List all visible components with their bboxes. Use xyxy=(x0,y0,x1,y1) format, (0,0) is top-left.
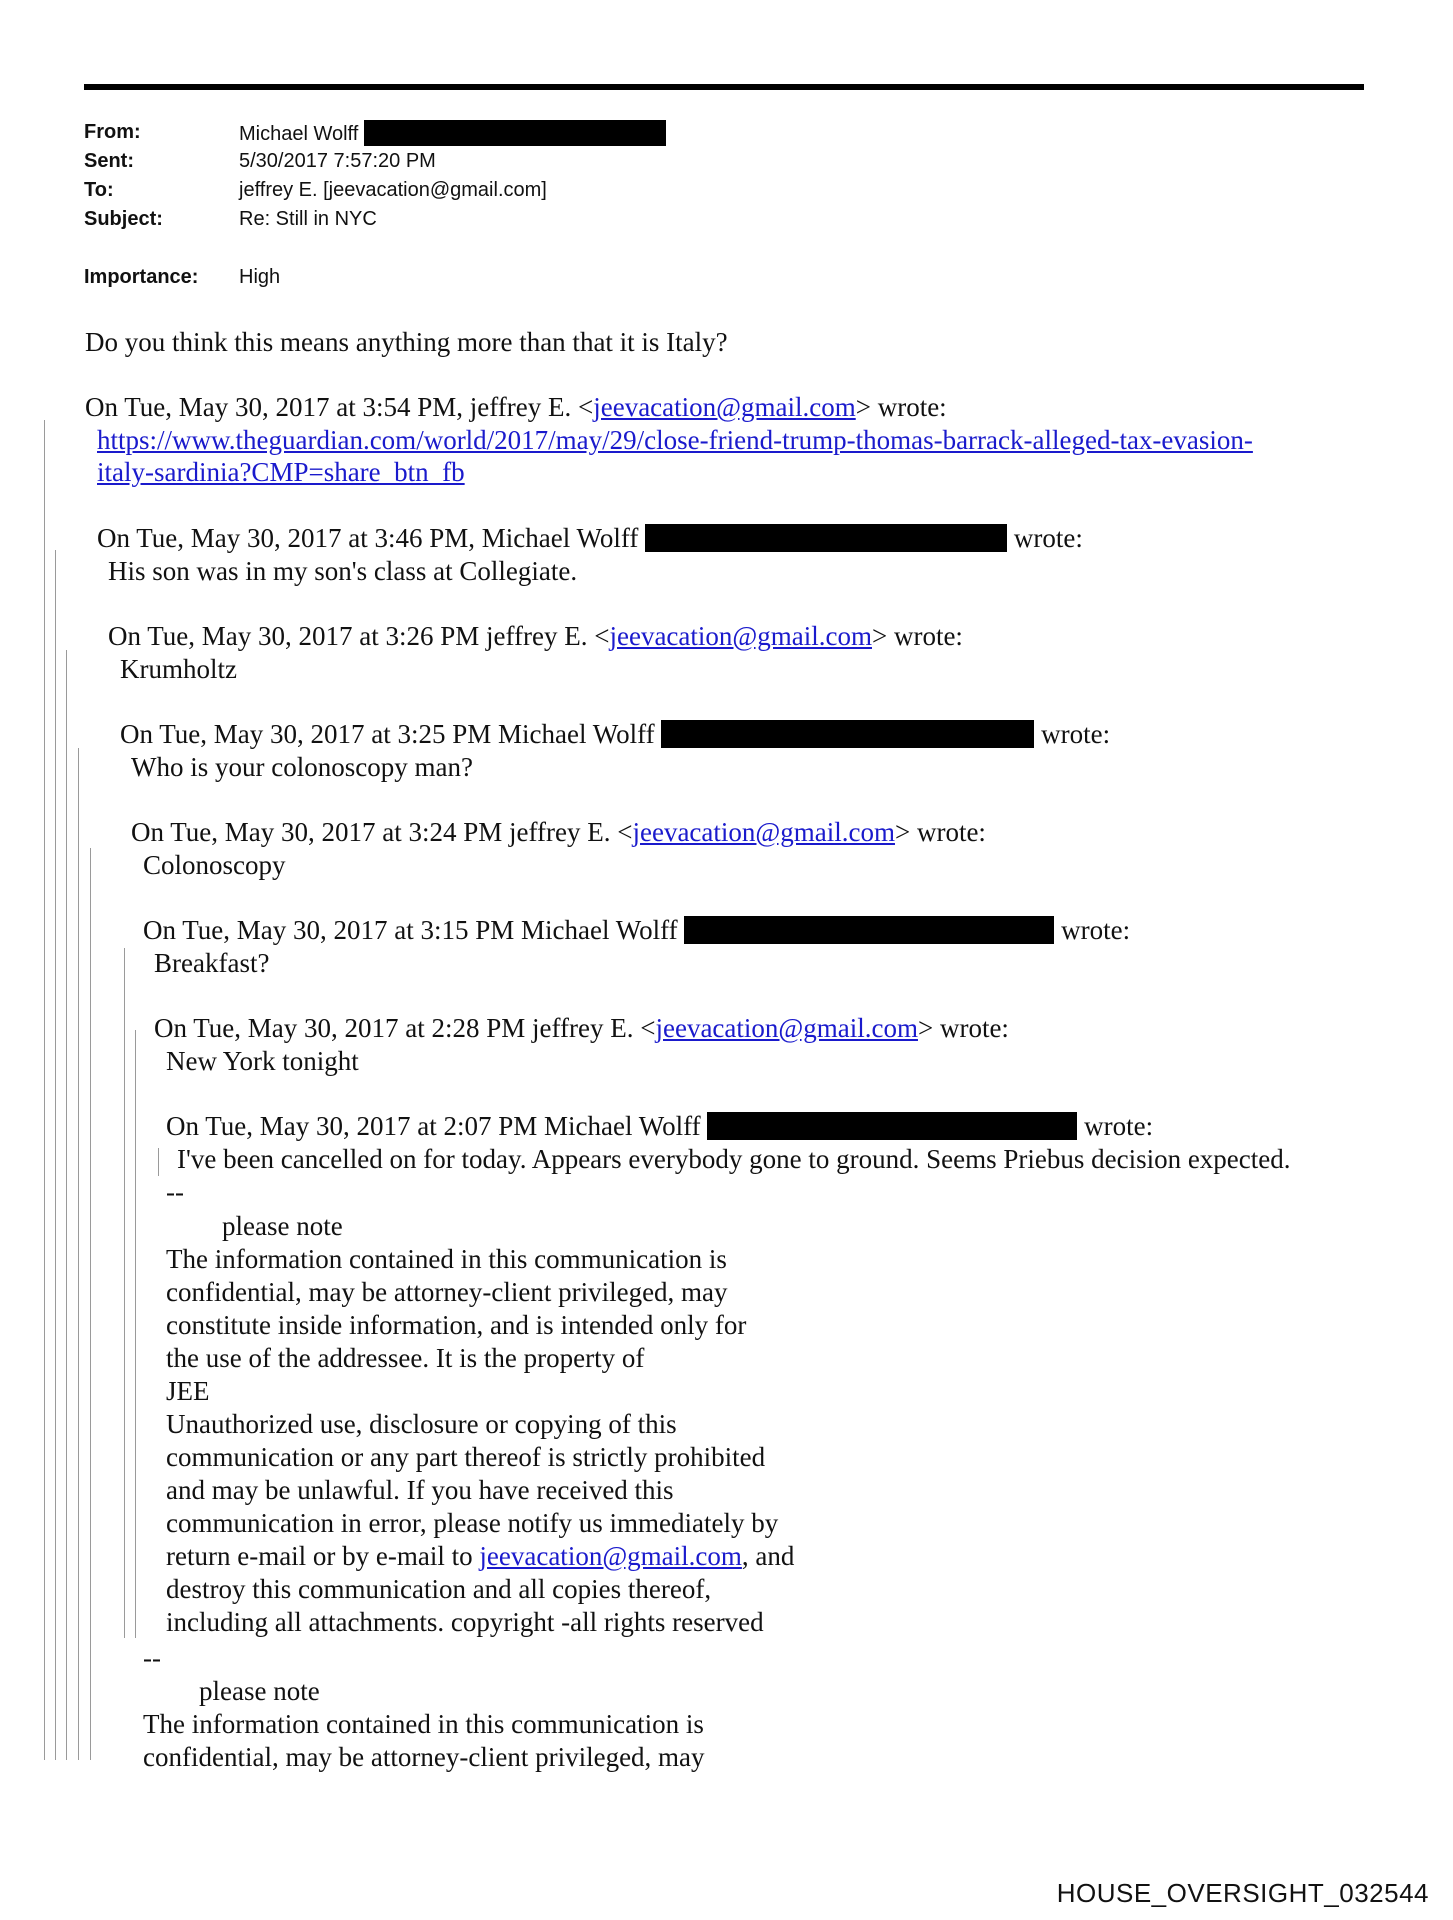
quote-bar-2 xyxy=(55,550,56,1760)
quote-text-5: Colonoscopy xyxy=(143,850,286,880)
article-link-line-1[interactable] xyxy=(97,424,1253,456)
quote-header-6-pre: On Tue, May 30, 2017 at 3:15 PM Michael Wolff xyxy=(143,915,685,945)
sig1-line: and may be unlawful. If you have received this xyxy=(166,1475,674,1505)
quote-header-8 xyxy=(166,1110,1153,1142)
redaction-box xyxy=(684,916,1054,944)
quote-header-4 xyxy=(120,718,1110,750)
sig1-note: please note xyxy=(222,1211,343,1241)
quote-bar-6 xyxy=(124,948,125,1638)
redaction-box xyxy=(661,720,1034,748)
quote-text-8: I've been cancelled on for today. Appears everybody gone to ground. Seems Priebus decision expected. xyxy=(177,1144,1291,1174)
sig1-line-pre: return e-mail or by e-mail to xyxy=(166,1541,480,1571)
sig1-dashes: -- xyxy=(166,1177,184,1207)
redaction-box xyxy=(707,1112,1077,1140)
sig1-line: JEE xyxy=(166,1376,210,1406)
quote-header-1 xyxy=(85,391,947,423)
subject-value: Re: Still in NYC xyxy=(239,208,377,230)
sig1-line: Unauthorized use, disclosure or copying of this xyxy=(166,1409,677,1439)
quote-bar-3 xyxy=(66,650,67,1760)
quote-bar-5 xyxy=(90,848,91,1760)
quote-header-5 xyxy=(131,816,986,848)
quote-header-2-post: wrote: xyxy=(1007,523,1083,553)
quote-header-7-pre: On Tue, May 30, 2017 at 2:28 PM jeffrey E. < xyxy=(154,1013,656,1043)
header-rule xyxy=(84,84,1364,90)
intro-text: Do you think this means anything more than that it is Italy? xyxy=(85,327,728,357)
quote-header-4-post: wrote: xyxy=(1034,719,1111,749)
sig1-line: confidential, may be attorney-client privileged, may xyxy=(166,1277,728,1307)
redaction-box xyxy=(645,524,1007,552)
sig1-line: including all attachments. copyright -all rights reserved xyxy=(166,1607,764,1637)
email-link[interactable]: jeevacation@gmail.com xyxy=(593,392,856,422)
quote-header-8-pre: On Tue, May 30, 2017 at 2:07 PM Michael Wolff xyxy=(166,1111,708,1141)
quote-bar-7 xyxy=(135,1030,136,1638)
bates-number: HOUSE_OVERSIGHT_032544 xyxy=(1056,1878,1429,1908)
quote-header-3-post: > wrote: xyxy=(871,621,963,651)
quote-header-3 xyxy=(108,620,963,652)
quote-text-3: Krumholtz xyxy=(120,654,237,684)
quote-bar-1 xyxy=(44,420,45,1760)
quote-bar-4 xyxy=(78,748,79,1760)
to-value: jeffrey E. [jeevacation@gmail.com] xyxy=(239,179,547,201)
article-link-cont[interactable]: italy-sardinia?CMP=share_btn_fb xyxy=(97,457,465,487)
quote-text-4: Who is your colonoscopy man? xyxy=(131,752,473,782)
sig1-line-post: , and xyxy=(741,1541,795,1571)
quote-header-1-post: > wrote: xyxy=(855,392,947,422)
sig2-note: please note xyxy=(199,1676,320,1706)
email-link[interactable]: jeevacation@gmail.com xyxy=(655,1013,918,1043)
quote-header-8-post: wrote: xyxy=(1077,1111,1154,1141)
sent-value: 5/30/2017 7:57:20 PM xyxy=(239,150,436,172)
sig2-line: confidential, may be attorney-client privileged, may xyxy=(143,1742,705,1772)
quote-header-5-pre: On Tue, May 30, 2017 at 3:24 PM jeffrey E. < xyxy=(131,817,633,847)
from-label: From: xyxy=(84,121,141,143)
sig1-line: constitute inside information, and is intended only for xyxy=(166,1310,747,1340)
quote-header-2 xyxy=(97,522,1083,554)
subject-label: Subject: xyxy=(84,208,163,230)
sig1-line: The information contained in this communication is xyxy=(166,1244,727,1274)
quote-header-6 xyxy=(143,914,1130,946)
from-value xyxy=(239,120,666,146)
quote-text-6: Breakfast? xyxy=(154,948,270,978)
quote-header-1-pre: On Tue, May 30, 2017 at 3:54 PM, jeffrey E. < xyxy=(85,392,594,422)
sent-label: Sent: xyxy=(84,150,134,172)
to-label: To: xyxy=(84,179,114,201)
sig1-line: the use of the addressee. It is the property of xyxy=(166,1343,645,1373)
sig1-line: destroy this communication and all copies thereof, xyxy=(166,1574,712,1604)
article-link[interactable]: https://www.theguardian.com/world/2017/may/29/close-friend-trump-thomas-barrack-alleged-tax-evasion- xyxy=(97,425,1253,455)
quote-text-7: New York tonight xyxy=(166,1046,359,1076)
email-link[interactable]: jeevacation@gmail.com xyxy=(479,1541,742,1571)
quote-header-3-pre: On Tue, May 30, 2017 at 3:26 PM jeffrey E. < xyxy=(108,621,610,651)
redaction-box xyxy=(364,120,666,146)
email-header xyxy=(84,120,984,290)
importance-label: Importance: xyxy=(84,266,199,288)
quote-header-6-post: wrote: xyxy=(1054,915,1131,945)
email-link[interactable]: jeevacation@gmail.com xyxy=(609,621,872,651)
from-name: Michael Wolff xyxy=(239,123,359,145)
importance-value: High xyxy=(239,266,281,288)
sig1-line: communication in error, please notify us immediately by xyxy=(166,1508,779,1538)
quote-bar-8 xyxy=(158,1148,159,1176)
quote-header-2-pre: On Tue, May 30, 2017 at 3:46 PM, Michael Wolff xyxy=(97,523,646,553)
email-link[interactable]: jeevacation@gmail.com xyxy=(632,817,895,847)
quote-header-5-post: > wrote: xyxy=(894,817,986,847)
quote-header-4-pre: On Tue, May 30, 2017 at 3:25 PM Michael Wolff xyxy=(120,719,662,749)
quote-header-7-post: > wrote: xyxy=(917,1013,1009,1043)
sig2-line: The information contained in this communication is xyxy=(143,1709,704,1739)
sig2-dashes: -- xyxy=(143,1643,161,1673)
quote-text-2: His son was in my son's class at Collegiate. xyxy=(108,556,578,586)
article-link-line-2[interactable] xyxy=(97,456,465,488)
quote-header-7 xyxy=(154,1012,1009,1044)
sig1-line: communication or any part thereof is strictly prohibited xyxy=(166,1442,766,1472)
sig1-line xyxy=(166,1540,794,1572)
